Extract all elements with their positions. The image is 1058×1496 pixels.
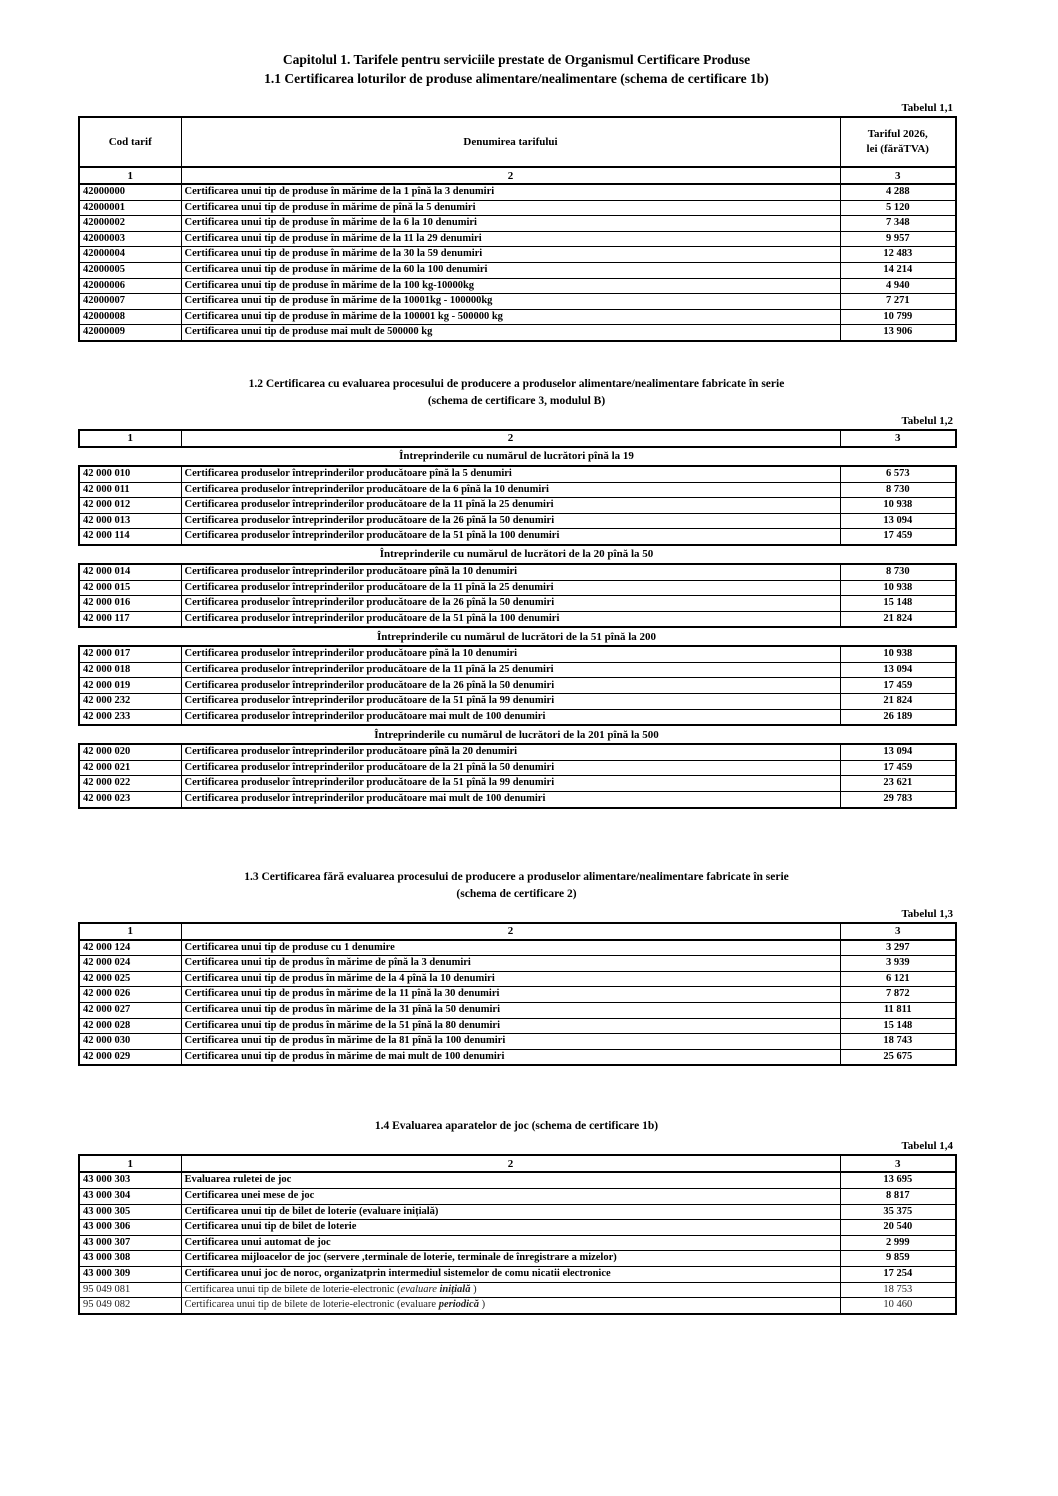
table-row xyxy=(79,1003,956,1019)
price-cell: 13 094 xyxy=(840,513,956,529)
description-cell xyxy=(181,1298,840,1314)
price-cell: 20 540 xyxy=(840,1220,956,1236)
table-row xyxy=(79,760,956,776)
code-cell: 95 049 082 xyxy=(79,1298,181,1314)
column-header-cod-tarif: Cod tarif xyxy=(79,117,181,167)
tariff-table xyxy=(78,743,957,808)
code-cell: 42000000 xyxy=(79,184,181,200)
description-cell: Certificarea unui joc de noroc, organizatprin intermediul sistemelor de comu nicatii electronice xyxy=(181,1266,840,1282)
price-cell: 5 120 xyxy=(840,200,956,216)
code-cell: 42000004 xyxy=(79,247,181,263)
description-cell: Certificarea unui tip de bilet de loterie xyxy=(181,1220,840,1236)
desc-part: periodică xyxy=(438,1299,479,1311)
price-cell: 7 348 xyxy=(840,216,956,232)
section-title-line: (schema de certificare 3, modulul B) xyxy=(427,394,606,407)
section-title-line: 1.4 Evaluarea aparatelor de joc (schema de certificare 1b) xyxy=(374,1120,659,1133)
table-row xyxy=(79,611,956,627)
tariff-table xyxy=(78,939,957,1067)
table-row xyxy=(79,1049,956,1065)
table-row xyxy=(79,987,956,1003)
desc-part: ) xyxy=(470,1283,477,1295)
description-cell: Certificarea produselor întreprinderilor producătoare de la 51 pînă la 99 denumiri xyxy=(181,776,840,792)
table-row xyxy=(79,325,956,341)
description-cell: Certificarea unui tip de produse în mărime de la 6 la 10 denumiri xyxy=(181,216,840,232)
sections xyxy=(78,102,955,1315)
description-cell: Certificarea produselor întreprinderilor producătoare de la 6 pînă la 10 denumiri xyxy=(181,482,840,498)
code-cell: 43 000 305 xyxy=(79,1204,181,1220)
code-cell: 42000005 xyxy=(79,262,181,278)
price-cell: 10 938 xyxy=(840,646,956,662)
description-cell: Certificarea produselor întreprinderilor producătoare pînă la 20 denumiri xyxy=(181,744,840,760)
price-cell: 35 375 xyxy=(840,1204,956,1220)
table-row xyxy=(79,694,956,710)
column-number-cell: 1 xyxy=(79,923,181,940)
code-cell: 42 000 124 xyxy=(79,940,181,956)
table-row xyxy=(79,646,956,662)
code-cell: 43 000 309 xyxy=(79,1266,181,1282)
price-cell: 13 094 xyxy=(840,662,956,678)
description-cell: Certificarea unui tip de produse mai mult de 500000 kg xyxy=(181,325,840,341)
group-subheading: Întreprinderile cu numărul de lucrători de la 201 pînă la 500 xyxy=(374,728,659,741)
table-row xyxy=(79,200,956,216)
code-cell: 42 000 026 xyxy=(79,987,181,1003)
price-cell: 26 189 xyxy=(840,709,956,725)
table-row xyxy=(79,1282,956,1298)
code-cell: 95 049 081 xyxy=(79,1282,181,1298)
description-cell: Certificarea unui tip de produs în mărime de la 11 pînă la 30 denumiri xyxy=(181,987,840,1003)
desc-part: Certificarea unui tip de bilete de loterie-electronic ( xyxy=(184,1283,401,1295)
description-cell: Certificarea unui tip de produs în mărime de la 31 pînă la 50 denumiri xyxy=(181,1003,840,1019)
document-content xyxy=(78,0,955,1315)
code-cell: 42 000 022 xyxy=(79,776,181,792)
code-cell: 42 000 020 xyxy=(79,744,181,760)
price-cell: 13 094 xyxy=(840,744,956,760)
price-cell: 7 271 xyxy=(840,294,956,310)
price-cell: 3 297 xyxy=(840,940,956,956)
description-cell: Certificarea produselor întreprinderilor producătoare mai mult de 100 denumiri xyxy=(181,709,840,725)
description-cell xyxy=(181,1282,840,1298)
table-row xyxy=(79,596,956,612)
description-cell: Certificarea produselor întreprinderilor producătoare de la 51 pînă la 100 denumiri xyxy=(181,611,840,627)
column-number-row xyxy=(79,430,956,447)
code-cell: 43 000 306 xyxy=(79,1220,181,1236)
description-cell: Certificarea produselor întreprinderilor producătoare de la 21 pînă la 50 denumiri xyxy=(181,760,840,776)
price-cell: 29 783 xyxy=(840,792,956,808)
desc-part: evaluare xyxy=(400,1283,440,1295)
description-cell: Certificarea unui tip de produs în mărime de mai mult de 100 denumiri xyxy=(181,1049,840,1065)
table-row xyxy=(79,564,956,580)
price-cell: 2 999 xyxy=(840,1235,956,1251)
table-row xyxy=(79,262,956,278)
code-cell: 42 000 232 xyxy=(79,694,181,710)
price-cell: 6 121 xyxy=(840,971,956,987)
description-cell: Certificarea unui tip de produs în mărime de la 51 pînă la 80 denumiri xyxy=(181,1018,840,1034)
description-cell: Certificarea produselor întreprinderilor producătoare pînă la 10 denumiri xyxy=(181,646,840,662)
price-cell: 15 148 xyxy=(840,596,956,612)
code-cell: 42000001 xyxy=(79,200,181,216)
table-label: Tabelul 1,2 xyxy=(901,414,953,427)
column-number-cell: 3 xyxy=(840,923,956,940)
section-1-2 xyxy=(78,376,955,809)
table-row xyxy=(79,231,956,247)
code-cell: 42 000 030 xyxy=(79,1034,181,1050)
price-cell: 7 872 xyxy=(840,987,956,1003)
table-row xyxy=(79,1235,956,1251)
table-row xyxy=(79,1188,956,1204)
section-title-line: 1.3 Certificarea fără evaluarea procesului de producere a produselor alimentare/nealimentare fabricate în serie xyxy=(244,870,789,883)
column-number-cell: 2 xyxy=(181,1155,840,1172)
description-cell: Certificarea unui tip de produse cu 1 denumire xyxy=(181,940,840,956)
chapter-title: Capitolul 1. Tarifele pentru serviciile prestate de Organismul Certificare Produse xyxy=(282,52,751,67)
table-row xyxy=(79,971,956,987)
table-row xyxy=(79,1266,956,1282)
column-number-row xyxy=(79,167,956,184)
description-cell: Certificarea produselor întreprinderilor producătoare pînă la 5 denumiri xyxy=(181,466,840,482)
tariff-header-line1: Tariful 2026, xyxy=(867,128,928,140)
column-number-cell: 2 xyxy=(181,167,840,184)
price-cell: 23 621 xyxy=(840,776,956,792)
description-cell: Certificarea produselor întreprinderilor producătoare de la 26 pînă la 50 denumiri xyxy=(181,678,840,694)
table-row xyxy=(79,1034,956,1050)
code-cell: 42 000 027 xyxy=(79,1003,181,1019)
table-row xyxy=(79,482,956,498)
code-cell: 43 000 308 xyxy=(79,1251,181,1267)
code-cell: 42000008 xyxy=(79,309,181,325)
price-cell: 17 459 xyxy=(840,529,956,545)
price-cell: 3 939 xyxy=(840,956,956,972)
section-1-1 xyxy=(78,102,955,342)
column-header-tariful xyxy=(840,117,956,167)
price-cell: 10 460 xyxy=(840,1298,956,1314)
price-cell: 10 799 xyxy=(840,309,956,325)
description-cell: Certificarea unui tip de produse în mărime de la 11 la 29 denumiri xyxy=(181,231,840,247)
code-cell: 42 000 011 xyxy=(79,482,181,498)
description-cell: Certificarea produselor întreprinderilor producătoare de la 11 pînă la 25 denumiri xyxy=(181,498,840,514)
code-cell: 42 000 233 xyxy=(79,709,181,725)
section-title-line: (schema de certificare 2) xyxy=(456,887,577,900)
price-cell: 17 459 xyxy=(840,760,956,776)
table-row xyxy=(79,309,956,325)
code-cell: 42000002 xyxy=(79,216,181,232)
price-cell: 14 214 xyxy=(840,262,956,278)
table-row xyxy=(79,278,956,294)
price-cell: 4 940 xyxy=(840,278,956,294)
table-row xyxy=(79,662,956,678)
price-cell: 15 148 xyxy=(840,1018,956,1034)
description-cell: Certificarea unui tip de produse în mărime de la 100001 kg - 500000 kg xyxy=(181,309,840,325)
code-cell: 42000003 xyxy=(79,231,181,247)
price-cell: 25 675 xyxy=(840,1049,956,1065)
description-cell: Evaluarea ruletei de joc xyxy=(181,1172,840,1188)
price-cell: 17 459 xyxy=(840,678,956,694)
description-cell: Certificarea unui tip de produse în mărime de la 10001kg - 100000kg xyxy=(181,294,840,310)
code-cell: 42 000 029 xyxy=(79,1049,181,1065)
description-cell: Certificarea produselor întreprinderilor producătoare de la 11 pînă la 25 denumiri xyxy=(181,580,840,596)
table-row xyxy=(79,1204,956,1220)
code-cell: 42 000 013 xyxy=(79,513,181,529)
column-number-cell: 2 xyxy=(181,430,840,447)
price-cell: 10 938 xyxy=(840,498,956,514)
table-row xyxy=(79,940,956,956)
price-cell: 13 695 xyxy=(840,1172,956,1188)
code-cell: 43 000 303 xyxy=(79,1172,181,1188)
code-cell: 42 000 010 xyxy=(79,466,181,482)
desc-part: inițială xyxy=(439,1283,471,1295)
code-cell: 42 000 019 xyxy=(79,678,181,694)
code-cell: 42 000 014 xyxy=(79,564,181,580)
table-row xyxy=(79,216,956,232)
tariff-header-line2: lei (fărăTVA) xyxy=(866,143,929,155)
column-header-denumirea: Denumirea tarifului xyxy=(181,117,840,167)
tariff-table xyxy=(78,563,957,628)
table-label: Tabelul 1,4 xyxy=(901,1140,953,1153)
group-subheading: Întreprinderile cu numărul de lucrători de la 51 pînă la 200 xyxy=(376,630,657,643)
table-row xyxy=(79,792,956,808)
price-cell: 12 483 xyxy=(840,247,956,263)
table-row xyxy=(79,956,956,972)
price-cell: 4 288 xyxy=(840,184,956,200)
description-cell: Certificarea unui tip de produs în mărime de pînă la 3 denumiri xyxy=(181,956,840,972)
table-row xyxy=(79,466,956,482)
column-number-cell: 2 xyxy=(181,923,840,940)
table-label: Tabelul 1,1 xyxy=(901,102,953,114)
code-cell: 43 000 307 xyxy=(79,1235,181,1251)
table-row xyxy=(79,1220,956,1236)
section-title-line: 1.2 Certificarea cu evaluarea procesului de producere a produselor alimentare/nealimentare fabricate în serie xyxy=(248,377,785,390)
table-row xyxy=(79,184,956,200)
code-cell: 42 000 017 xyxy=(79,646,181,662)
description-cell: Certificarea produselor întreprinderilor producătoare de la 51 pînă la 100 denumiri xyxy=(181,529,840,545)
description-cell: Certificarea unui tip de produse în mărime de la 1 pînă la 3 denumiri xyxy=(181,184,840,200)
code-cell: 42 000 024 xyxy=(79,956,181,972)
price-cell: 17 254 xyxy=(840,1266,956,1282)
tariff-table xyxy=(78,116,957,342)
chapter-subtitle: 1.1 Certificarea loturilor de produse alimentare/nealimentare (schema de certificare 1b) xyxy=(264,71,769,86)
price-cell: 18 743 xyxy=(840,1034,956,1050)
table-row xyxy=(79,744,956,760)
table-row xyxy=(79,776,956,792)
table-label: Tabelul 1,3 xyxy=(901,907,953,920)
code-cell: 42 000 021 xyxy=(79,760,181,776)
description-cell: Certificarea unui tip de produs în mărime de la 4 pînă la 10 denumiri xyxy=(181,971,840,987)
description-cell: Certificarea produselor întreprinderilor producătoare de la 26 pînă la 50 denumiri xyxy=(181,596,840,612)
price-cell: 9 859 xyxy=(840,1251,956,1267)
price-cell: 6 573 xyxy=(840,466,956,482)
description-cell: Certificarea produselor întreprinderilor producătoare mai mult de 100 denumiri xyxy=(181,792,840,808)
code-cell: 42 000 012 xyxy=(79,498,181,514)
table-row xyxy=(79,709,956,725)
group-subheading: Întreprinderile cu numărul de lucrători de la 20 pînă la 50 xyxy=(379,548,654,561)
description-cell: Certificarea unui tip de produse în mărime de la 30 la 59 denumiri xyxy=(181,247,840,263)
description-cell: Certificarea unui tip de produse în mărime de la 60 la 100 denumiri xyxy=(181,262,840,278)
code-cell: 42 000 114 xyxy=(79,529,181,545)
tariff-table xyxy=(78,465,957,546)
code-cell: 43 000 304 xyxy=(79,1188,181,1204)
description-cell: Certificarea unui tip de produs în mărime de la 81 pînă la 100 denumiri xyxy=(181,1034,840,1050)
code-cell: 42000007 xyxy=(79,294,181,310)
section-1-4 xyxy=(78,1118,955,1314)
price-cell: 9 957 xyxy=(840,231,956,247)
code-cell: 42 000 016 xyxy=(79,596,181,612)
price-cell: 21 824 xyxy=(840,694,956,710)
table-row xyxy=(79,1172,956,1188)
table-row xyxy=(79,529,956,545)
description-cell: Certificarea unui tip de bilet de loterie (evaluare inițială) xyxy=(181,1204,840,1220)
column-number-cell: 3 xyxy=(840,430,956,447)
column-number-cell: 3 xyxy=(840,167,956,184)
description-cell: Certificarea produselor întreprinderilor producătoare de la 26 pînă la 50 denumiri xyxy=(181,513,840,529)
column-number-cell: 1 xyxy=(79,430,181,447)
description-cell: Certificarea unui tip de produse în mărime de pînă la 5 denumiri xyxy=(181,200,840,216)
price-cell: 10 938 xyxy=(840,580,956,596)
table-row xyxy=(79,294,956,310)
column-number-row xyxy=(79,1155,956,1172)
price-cell: 18 753 xyxy=(840,1282,956,1298)
column-number-cell: 1 xyxy=(79,1155,181,1172)
price-cell: 21 824 xyxy=(840,611,956,627)
column-number-row xyxy=(79,923,956,940)
description-cell: Certificarea mijloacelor de joc (servere ,terminale de loterie, terminale de înregistrare a mizelor) xyxy=(181,1251,840,1267)
group-subheading: Întreprinderile cu numărul de lucrători pînă la 19 xyxy=(399,450,634,463)
desc-part: Certificarea unui tip de bilete de loterie-electronic (evaluare xyxy=(184,1299,439,1311)
description-cell: Certificarea produselor întreprinderilor producătoare de la 51 pînă la 99 denumiri xyxy=(181,694,840,710)
column-header-row xyxy=(79,117,956,167)
price-cell: 8 817 xyxy=(840,1188,956,1204)
description-cell: Certificarea unui tip de produse în mărime de la 100 kg-10000kg xyxy=(181,278,840,294)
price-cell: 11 811 xyxy=(840,1003,956,1019)
table-row xyxy=(79,678,956,694)
section-1-3 xyxy=(78,869,955,1067)
description-cell: Certificarea unui automat de joc xyxy=(181,1235,840,1251)
description-cell: Certificarea produselor întreprinderilor producătoare de la 11 pînă la 25 denumiri xyxy=(181,662,840,678)
code-cell: 42 000 117 xyxy=(79,611,181,627)
tariff-table xyxy=(78,429,957,448)
description-cell: Certificarea unei mese de joc xyxy=(181,1188,840,1204)
code-cell: 42 000 025 xyxy=(79,971,181,987)
table-row xyxy=(79,1018,956,1034)
table-row xyxy=(79,580,956,596)
description-cell: Certificarea produselor întreprinderilor producătoare pînă la 10 denumiri xyxy=(181,564,840,580)
code-cell: 42 000 028 xyxy=(79,1018,181,1034)
tariff-table xyxy=(78,645,957,726)
price-cell: 13 906 xyxy=(840,325,956,341)
column-number-cell: 1 xyxy=(79,167,181,184)
code-cell: 42 000 015 xyxy=(79,580,181,596)
column-number-cell: 3 xyxy=(840,1155,956,1172)
table-row xyxy=(79,1298,956,1314)
code-cell: 42 000 018 xyxy=(79,662,181,678)
tariff-table xyxy=(78,1171,957,1314)
table-row xyxy=(79,498,956,514)
table-row xyxy=(79,247,956,263)
price-cell: 8 730 xyxy=(840,482,956,498)
code-cell: 42 000 023 xyxy=(79,792,181,808)
code-cell: 42000006 xyxy=(79,278,181,294)
desc-part: ) xyxy=(478,1299,486,1311)
code-cell: 42000009 xyxy=(79,325,181,341)
table-row xyxy=(79,513,956,529)
table-row xyxy=(79,1251,956,1267)
price-cell: 8 730 xyxy=(840,564,956,580)
